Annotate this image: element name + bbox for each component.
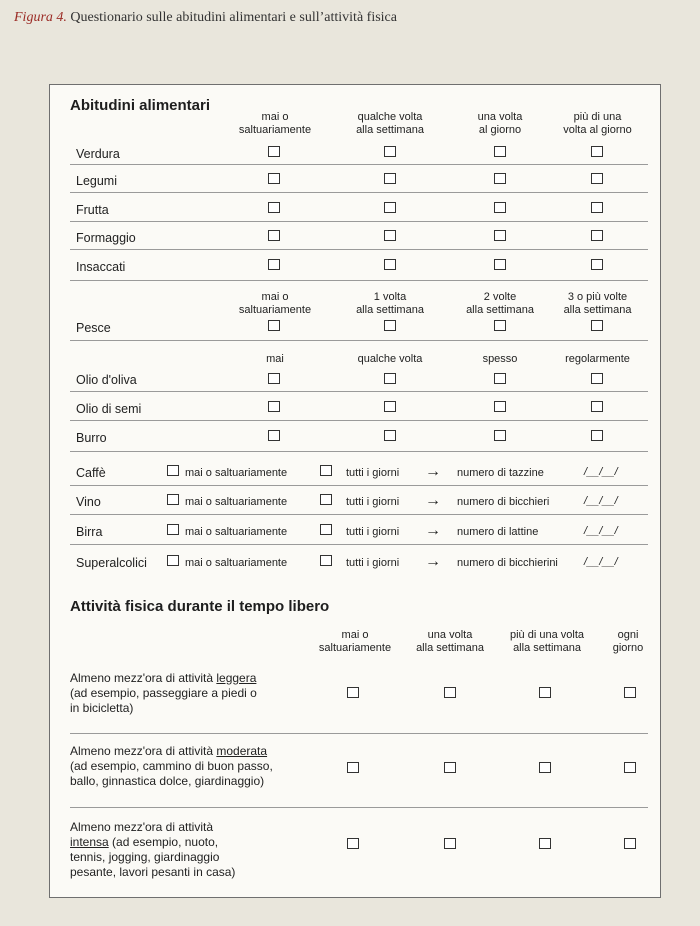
checkbox[interactable] [167,524,179,535]
diet-header-1: mai o saltuariamente [238,111,312,136]
checkbox[interactable] [268,401,280,412]
checkbox[interactable] [494,173,506,184]
food-label: Olio d'oliva [76,373,137,387]
checkbox[interactable] [444,838,456,849]
divider [70,807,648,808]
option-label: mai o saltuariamente [185,467,288,479]
food-label: Insaccati [76,260,126,274]
arrow-icon: → [425,522,441,539]
checkbox[interactable] [384,230,396,241]
diet-header-4: più di una volta al giorno [563,111,632,136]
checkbox[interactable] [384,173,396,184]
checkbox[interactable] [384,202,396,213]
food-label: Formaggio [76,231,136,245]
divider [70,485,648,486]
checkbox[interactable] [268,259,280,270]
divider [70,249,648,250]
divider [70,514,648,515]
checkbox[interactable] [591,373,603,384]
quantity-blank[interactable]: /__/__/ [584,556,618,568]
checkbox[interactable] [624,687,636,698]
activity-header-2: una volta alla settimana [416,629,484,654]
checkbox[interactable] [539,762,551,773]
questionnaire-card [49,84,661,898]
quantity-label: numero di tazzine [457,467,544,479]
divider [70,340,648,341]
checkbox[interactable] [494,373,506,384]
checkbox[interactable] [494,430,506,441]
checkbox[interactable] [268,230,280,241]
checkbox[interactable] [320,524,332,535]
checkbox[interactable] [591,259,603,270]
checkbox[interactable] [539,838,551,849]
checkbox[interactable] [494,320,506,331]
checkbox[interactable] [444,687,456,698]
checkbox[interactable] [347,687,359,698]
quantity-blank[interactable]: /__/__/ [584,466,618,478]
checkbox[interactable] [384,401,396,412]
food-label: Olio di semi [76,402,142,416]
checkbox[interactable] [347,762,359,773]
activity-header-4: ogni giorno [612,629,644,654]
quantity-label: numero di bicchieri [457,496,550,508]
divider [70,164,648,165]
activity-header-1: mai o saltuariamente [318,629,392,654]
food-label: Frutta [76,203,109,217]
drink-label: Vino [76,495,101,509]
checkbox[interactable] [320,494,332,505]
fat-header-4: regolarmente [565,353,630,365]
checkbox[interactable] [624,762,636,773]
option-label: tutti i giorni [346,467,400,479]
checkbox[interactable] [268,320,280,331]
food-label: Legumi [76,174,117,188]
intensity-keyword: moderata [216,744,268,758]
figure-caption [14,10,397,26]
checkbox[interactable] [591,401,603,412]
checkbox[interactable] [494,259,506,270]
drink-label: Caffè [76,466,106,480]
intensity-keyword: leggera [216,671,257,685]
drink-label: Birra [76,525,103,539]
checkbox[interactable] [167,494,179,505]
fish-header-2: 1 volta alla settimana [356,291,424,316]
food-label: Verdura [76,147,120,161]
divider [70,391,648,392]
diet-header-3: una volta al giorno [477,111,523,136]
diet-heading: Abitudini alimentari [70,97,211,114]
food-label: Pesce [76,321,111,335]
checkbox[interactable] [384,259,396,270]
option-label: tutti i giorni [346,526,400,538]
checkbox[interactable] [268,202,280,213]
fish-header-4: 3 o più volte alla settimana [563,291,632,316]
divider [70,280,648,281]
option-label: tutti i giorni [346,557,400,569]
option-label: mai o saltuariamente [185,526,288,538]
checkbox[interactable] [320,555,332,566]
fat-header-2: qualche volta [357,353,423,365]
figure-number: Figura 4. [14,10,67,25]
checkbox[interactable] [591,173,603,184]
option-label: mai o saltuariamente [185,496,288,508]
drink-label: Superalcolici [76,556,147,570]
checkbox[interactable] [268,173,280,184]
fat-header-3: spesso [482,353,518,365]
activity-description: Almeno mezz'ora di attività moderata (ad esempio, cammino di buon passo, ballo, ginnastica dolce, giardinaggio) [70,744,273,788]
quantity-blank[interactable]: /__/__/ [584,525,618,537]
arrow-icon: → [425,553,441,570]
fat-header-1: mai [266,353,284,365]
activity-header-3: più di una volta alla settimana [510,629,584,654]
food-label: Burro [76,431,107,445]
divider [70,451,648,452]
option-label: mai o saltuariamente [185,557,288,569]
checkbox[interactable] [444,762,456,773]
checkbox[interactable] [591,230,603,241]
diet-header-2: qualche volta alla settimana [356,111,424,136]
checkbox[interactable] [384,373,396,384]
arrow-icon: → [425,492,441,509]
quantity-label: numero di lattine [457,526,539,538]
checkbox[interactable] [167,555,179,566]
fish-header-1: mai o saltuariamente [238,291,312,316]
checkbox[interactable] [268,430,280,441]
checkbox[interactable] [268,146,280,157]
checkbox[interactable] [384,430,396,441]
checkbox[interactable] [591,146,603,157]
checkbox[interactable] [347,838,359,849]
checkbox[interactable] [494,230,506,241]
checkbox[interactable] [167,465,179,476]
divider [70,420,648,421]
divider [70,544,648,545]
quantity-blank[interactable]: /__/__/ [584,495,618,507]
checkbox[interactable] [494,146,506,157]
activity-heading: Attività fisica durante il tempo libero [70,598,330,615]
figure-title: Questionario sulle abitudini alimentari e sull’attività fisica [70,10,397,25]
divider [70,221,648,222]
checkbox[interactable] [624,838,636,849]
arrow-icon: → [425,463,441,480]
fish-header-3: 2 volte alla settimana [466,291,534,316]
checkbox[interactable] [591,202,603,213]
checkbox[interactable] [591,320,603,331]
checkbox[interactable] [539,687,551,698]
activity-description: Almeno mezz'ora di attività leggera (ad esempio, passeggiare a piedi o in bicicletta) [70,671,257,715]
intensity-keyword: intensa [70,835,109,849]
checkbox[interactable] [268,373,280,384]
checkbox[interactable] [494,202,506,213]
quantity-label: numero di bicchierini [457,557,558,569]
checkbox[interactable] [384,320,396,331]
activity-description: Almeno mezz'ora di attività intensa (ad esempio, nuoto, tennis, jogging, giardinaggio pesante, lavori pesanti in casa) [70,820,236,879]
divider [70,733,648,734]
divider [70,192,648,193]
checkbox[interactable] [384,146,396,157]
option-label: tutti i giorni [346,496,400,508]
checkbox[interactable] [320,465,332,476]
checkbox[interactable] [494,401,506,412]
checkbox[interactable] [591,430,603,441]
